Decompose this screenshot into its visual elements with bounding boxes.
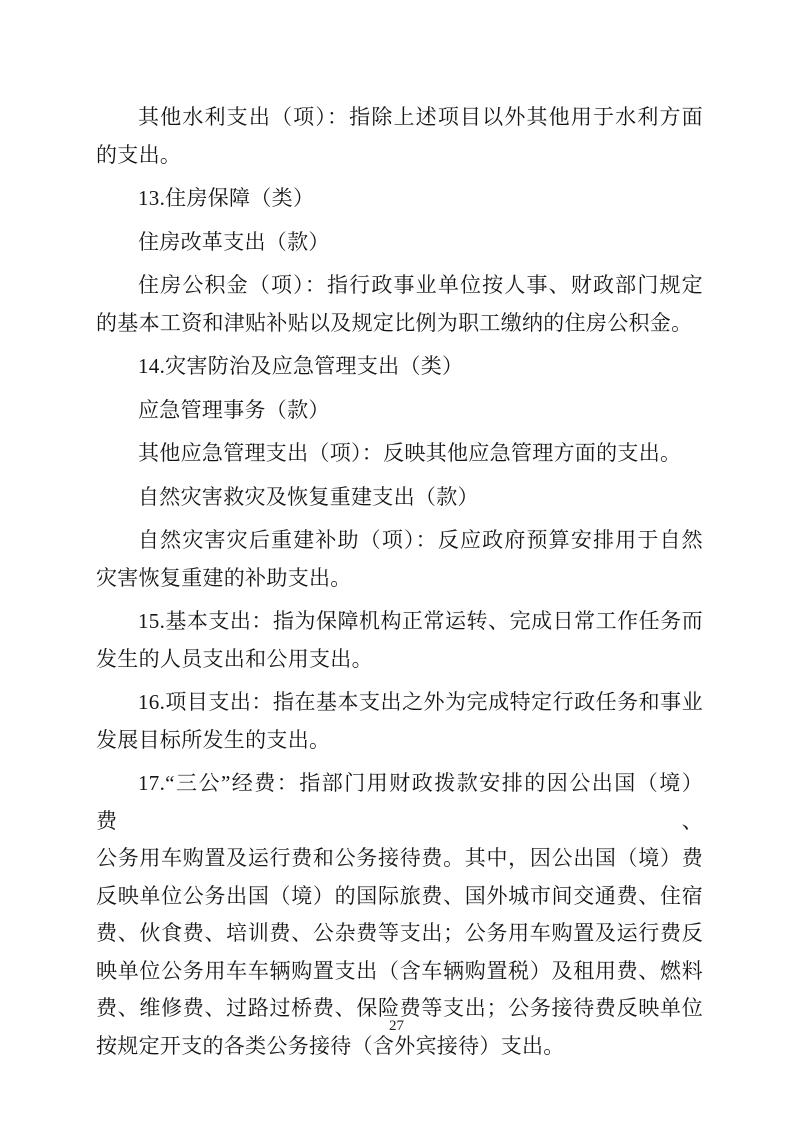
text-line: 发生的人员支出和公用支出。 — [96, 646, 373, 671]
text-line: 14.灾害防治及应急管理支出（类） — [138, 354, 464, 378]
text-line: 灾害恢复重建的补助支出。 — [96, 565, 352, 590]
text-line: 费、伙食费、培训费、公杂费等支出；公务用车购置及运行费反 — [96, 921, 703, 945]
text-line: 其他应急管理支出（项）：反映其他应急管理方面的支出。 — [138, 441, 682, 465]
text-line: 的基本工资和津贴补贴以及规定比例为职工缴纳的住房公积金。 — [96, 310, 693, 335]
text-line: 17.“三公”经费：指部门用财政拨款安排的因公出国（境）费、 — [96, 771, 703, 833]
text-line: 自然灾害救灾及恢复重建支出（款） — [138, 484, 479, 509]
text-line: 费、维修费、过路过桥费、保险费等支出；公务接待费反映单位 — [96, 996, 703, 1020]
text-line: 16.项目支出：指在基本支出之外为完成特定行政任务和事业 — [138, 690, 703, 714]
text-line: 住房公积金（项）：指行政事业单位按人事、财政部门规定 — [138, 273, 703, 297]
text-line: 映单位公务用车车辆购置支出（含车辆购置税）及租用费、燃料 — [96, 958, 703, 983]
text-line: 13.住房保障（类） — [138, 186, 315, 210]
text-line: 的支出。 — [96, 142, 182, 167]
page-content — [96, 99, 703, 1065]
text-line: 其他水利支出（项）：指除上述项目以外其他用于水利方面 — [138, 105, 703, 129]
text-line: 按规定开支的各类公务接待（含外宾接待）支出。 — [96, 1033, 565, 1058]
text-line: 反映单位公务出国（境）的国际旅费、国外城市间交通费、住宿 — [96, 883, 703, 908]
text-line: 公务用车购置及运行费和公务接待费。其中，因公出国（境）费 — [96, 846, 703, 870]
text-line: 发展目标所发生的支出。 — [96, 727, 331, 752]
text-line: 应急管理事务（款） — [138, 397, 330, 422]
text-line: 住房改革支出（款） — [138, 229, 330, 254]
text-line: 15.基本支出：指为保障机构正常运转、完成日常工作任务而 — [138, 609, 703, 633]
page-number: 27 — [389, 1018, 404, 1034]
text-line: 自然灾害灾后重建补助（项）：反应政府预算安排用于自然 — [138, 528, 703, 552]
